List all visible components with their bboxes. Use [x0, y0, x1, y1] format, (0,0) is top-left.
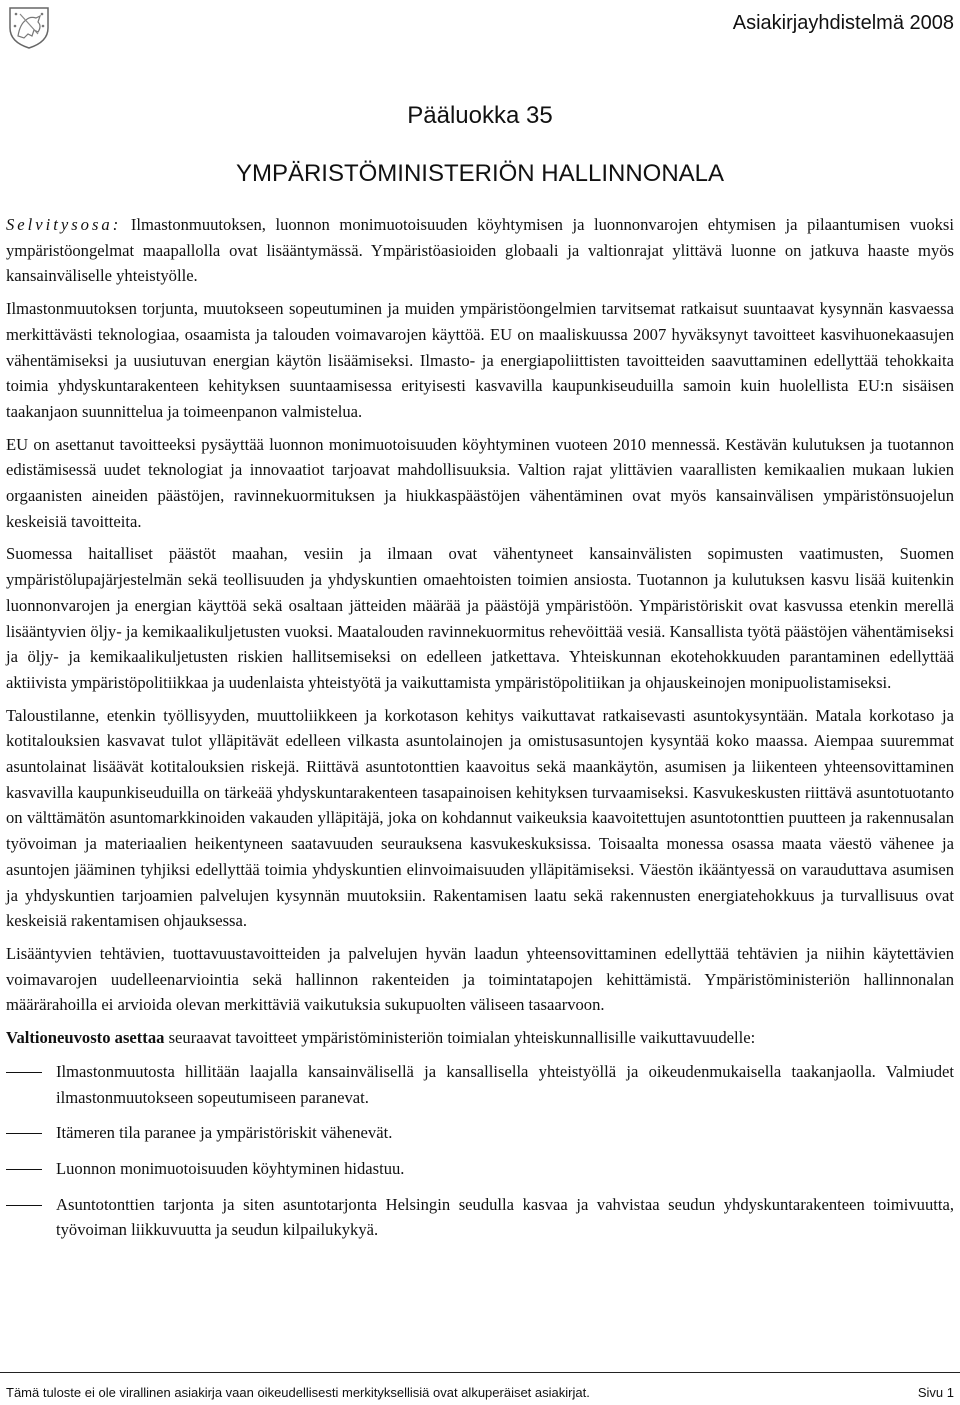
goals-list [6, 1059, 954, 1243]
page-title: Pääluokka 35 [407, 102, 553, 129]
body-paragraph: Ilmastonmuutoksen torjunta, muutokseen sopeutuminen ja muiden ympäristöongelmien tarvitsemat ratkaisut suuntaavat kysynnän kasvaessa merkittävästi teknologiaa, osaamista ja talouden voimavarojen käyttöä. EU on maaliskuussa 2007 hyväksynyt tavoitteet kasvihuonekaasujen vähentämiseksi ja uusiutuvan energian käytön lisäämiseksi. Ilmasto- ja energiapoliittisten tavoitteiden saavuttaminen edellyttää tehokkaita toimia yhdyskuntarakenteen kehityksen suuntaamisessa erityisesti kasvavilla kaupunkiseuduilla samoin kuin huolellista EU:n sisäisen taakanjaon suunnittelua ja toimeenpanon valmistelua. [6, 299, 954, 421]
goal-item [6, 1059, 954, 1110]
body-paragraph: EU on asettanut tavoitteeksi pysäyttää luonnon monimuotoisuuden köyhtyminen vuoteen 2010 mennessä. Kestävän kulutuksen ja tuotannon edistämisessä uudet teknologiat ja innovaatiot tarjoavat mahdollisuuksia. Valtion rajat ylittävien vaarallisten kemikaalien mukaan lukien orgaanisten aineiden päästöjen, ravinnekuormituksen ja hiukkaspäästöjen vähentäminen ovat myös kansainvälisen ympäristönsuojelun keskeisiä tavoitteita. [6, 434, 954, 531]
goal-item [6, 1192, 954, 1243]
intro-paragraph [6, 212, 954, 289]
goal-text: Ilmastonmuutosta hillitään laajalla kansainvälisellä ja kansallisella yhteistyöllä ja oikeudenmukaisella taakanjaolla. Valmiudet ilmastonmuutokseen sopeutumiseen paranevat. [56, 1061, 954, 1107]
goal-text: Luonnon monimuotoisuuden köyhtyminen hidastuu. [56, 1158, 405, 1178]
section-title: YMPÄRISTÖMINISTERIÖN HALLINNONALA [235, 160, 725, 187]
goal-text: Asuntotonttien tarjonta ja siten asuntotarjonta Helsingin seudulla kasvaa ja vahvistaa seudun yhdyskuntarakenteen toimivuutta, työvoiman liikkuvuutta ja seudun kilpailukykyä. [56, 1194, 954, 1240]
dash-bullet-icon [6, 1133, 42, 1134]
goal-text: Itämeren tila paranee ja ympäristöriskit vähenevät. [56, 1123, 393, 1143]
footer-divider [0, 1372, 960, 1373]
body-paragraph: Suomessa haitalliset päästöt maahan, vesiin ja ilmaan ovat vähentyneet kansainvälisten sopimusten vaatimusten, Suomen ympäristölupajärjestelmän sekä teollisuuden ja yhdyskuntien omaehtoisten toimien ansiosta. Tuotannon ja kulutuksen kasvu lisää kuitenkin luonnonvarojen ja energian käyttöä sekä osaltaan jätteiden määrää ja päästöjä ympäristöön. Ympäristöriskit ovat kasvussa etenkin merellä lisääntyvien öljy- ja kemikaalikuljetusten vuoksi. Maatalouden ravinnekuormitus rehevöittää vesiä. Kansallista työtä päästöjen vähentämiseksi ja öljy- ja kemikaalikuljetusten riskien hallitsemiseksi on edelleen jatkettava. Yhteiskunnan ekotehokkuuden parantaminen edellyttää aktiivista ympäristöpolitiikkaa ja uudenlaista yhteistyötä ja vaikuttamista ympäristöpolitiikan ja ohjauskeinojen monipuolistamiseksi. [6, 544, 954, 692]
document-header-title: Asiakirjayhdistelmä 2008 [732, 12, 954, 34]
goals-intro-text: seuraavat tavoitteet ympäristöministeriön toimialan yhteiskunnallisille vaikuttavuudelle: [164, 1028, 756, 1048]
dash-bullet-icon [6, 1072, 42, 1073]
finnish-coat-of-arms-icon [6, 4, 52, 50]
dash-bullet-icon [6, 1205, 42, 1206]
intro-label: Selvitysosa: [6, 215, 122, 234]
page-number: Sivu 1 [917, 1385, 954, 1400]
footer-disclaimer: Tämä tuloste ei ole virallinen asiakirja vaan oikeudellisesti merkityksellisiä ovat alkuperäiset asiakirjat. [6, 1385, 590, 1400]
body-paragraph: Lisääntyvien tehtävien, tuottavuustavoitteiden ja palvelujen hyvän laadun yhteensovittaminen edellyttää tehtävien ja niihin käytettävien voimavarojen uudelleenarviointia sekä hallinnon rakenteiden ja toimintatapojen kehittämistä. Ympäristöministeriön hallinnonalan määrärahoilla ei arvioida olevan merkittäviä vaikutuksia sukupuolten väliseen tasaarvoon. [6, 943, 954, 1015]
document-body [6, 212, 954, 1253]
goal-item [6, 1120, 954, 1146]
dash-bullet-icon [6, 1169, 42, 1170]
goals-intro-bold: Valtioneuvosto asettaa [6, 1028, 165, 1048]
intro-text: Ilmastonmuutoksen, luonnon monimuotoisuuden köyhtymisen ja luonnonvarojen ehtymisen ja pilaantumisen vuoksi ympäristöongelmat maapallolla ovat lisääntymässä. Ympäristöasioiden globaali ja valtionrajat ylittävä luonne on jatkuva haaste myös kansainväliselle yhteistyölle. [6, 215, 954, 286]
goal-item [6, 1156, 954, 1182]
goals-intro [6, 1025, 954, 1051]
body-paragraph: Taloustilanne, etenkin työllisyyden, muuttoliikkeen ja korkotason kehitys vaikuttavat ratkaisevasti asuntokysyntään. Matala korkotaso ja kotitalouksien kasvavat tulot ylläpitävät edelleen vilkasta asuntolainojen ja omistusasuntojen kysyntää koko maassa. Aiempaa suuremmat asuntolainat lisäävät kotitalouksien riskejä. Riittävä asuntotonttien kaavoitus sekä maankäytön, asumisen ja liikenteen yhteensovittaminen kasvavilla kaupunkiseuduilla on tärkeää yhdyskuntarakenteen tasapainoisen kehityksen turvaamiseksi. Kasvukeskusten riittävä asuntotuotanto on välttämätön asuntomarkkinoiden vakauden ylläpitäjä, joka on kohdannut vaikeuksia kaavoitettujen asuntotonttien puutteen ja rakennusalan työvoiman ja materiaalien heikentyneen saatavuuden seurauksena kasvukeskuksissa. Toisaalta monessa osassa maata väestö vähenee ja asuntojen jääminen tyhjiksi edellyttää toimia yhdyskuntien elinvoimaisuuden ylläpitämiseksi. Väestön ikääntyessä on varauduttava asumisen ja yhdyskuntien tarjoamien palvelujen kysynnän muutoksiin. Rakentamisen laatu sekä rakennusten energiatehokkuus ja turvallisuus ovat keskeisiä rakentamisen ohjauksessa. [6, 705, 954, 931]
